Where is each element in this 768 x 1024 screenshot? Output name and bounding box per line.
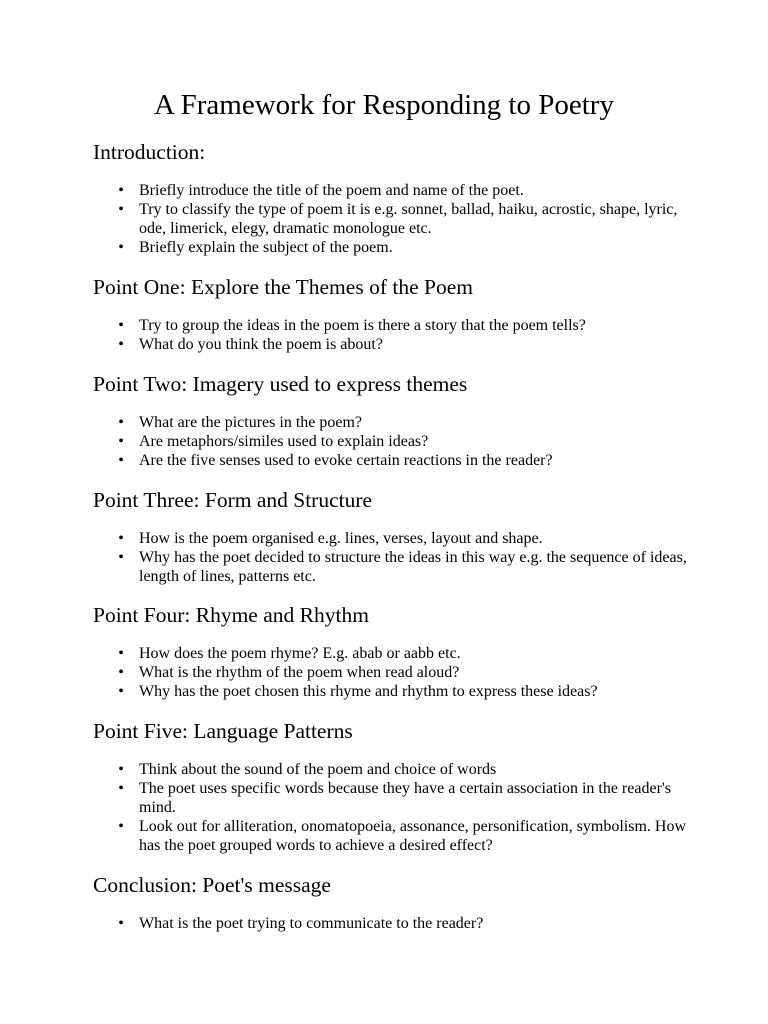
- bullet-list: [93, 644, 693, 701]
- list-item-text: Why has the poet chosen this rhyme and rhythm to express these ideas?: [139, 683, 598, 700]
- bullet-marker: •: [118, 683, 124, 700]
- list-item: [93, 181, 699, 200]
- list-item-text: What is the poet trying to communicate to the reader?: [139, 915, 484, 932]
- list-item-text: Are metaphors/similes used to explain ideas?: [139, 433, 429, 450]
- list-item: [93, 451, 699, 470]
- bullet-marker: •: [118, 761, 124, 778]
- bullet-marker: •: [118, 664, 124, 681]
- section-heading: Introduction:: [93, 140, 206, 164]
- bullet-marker: •: [118, 433, 124, 450]
- list-item-text: Try to group the ideas in the poem is there a story that the poem tells?: [139, 317, 586, 334]
- bullet-marker: •: [118, 317, 124, 334]
- section-heading: Point Four: Rhyme and Rhythm: [93, 603, 369, 627]
- bullet-marker: •: [118, 336, 124, 353]
- list-item-text: Look out for alliteration, onomatopoeia, assonance, personification, symbolism. How has the poet grouped words to achieve a desired effect?: [139, 818, 686, 854]
- section-heading: Point One: Explore the Themes of the Poem: [93, 275, 473, 299]
- bullet-marker: •: [118, 452, 124, 469]
- section-heading: Point Five: Language Patterns: [93, 719, 353, 743]
- section-introduction: [93, 137, 693, 257]
- bullet-marker: •: [118, 239, 124, 256]
- bullet-marker: •: [118, 414, 124, 431]
- list-item-text: Why has the poet decided to structure the ideas in this way e.g. the sequence of ideas, length of lines, patterns etc.: [139, 549, 687, 585]
- section-heading: Point Three: Form and Structure: [93, 488, 373, 512]
- bullet-marker: •: [118, 201, 124, 218]
- bullet-list: [93, 914, 693, 933]
- bullet-list: [93, 413, 693, 470]
- section-point-three: [93, 485, 693, 586]
- bullet-marker: •: [118, 530, 124, 547]
- list-item: [93, 663, 699, 682]
- list-item: [93, 548, 699, 586]
- section-heading: Conclusion: Poet's message: [93, 873, 331, 897]
- bullet-list: [93, 181, 693, 257]
- section-heading: Point Two: Imagery used to express themes: [93, 372, 468, 396]
- bullet-marker: •: [118, 915, 124, 932]
- list-item-text: Try to classify the type of poem it is e.g. sonnet, ballad, haiku, acrostic, shape, lyric, ode, limerick, elegy, dramatic monologue etc.: [139, 201, 678, 237]
- section-point-four: [93, 600, 693, 701]
- list-item-text: Briefly explain the subject of the poem.: [139, 239, 393, 256]
- list-item: [93, 432, 699, 451]
- list-item-text: The poet uses specific words because they have a certain association in the reader's mind.: [139, 780, 671, 816]
- bullet-marker: •: [118, 818, 124, 835]
- list-item: [93, 682, 699, 701]
- list-item: [93, 817, 699, 855]
- list-item: [93, 335, 699, 354]
- list-item: [93, 238, 699, 257]
- list-item: [93, 316, 699, 335]
- section-point-five: [93, 716, 693, 855]
- list-item-text: What do you think the poem is about?: [139, 336, 383, 353]
- list-item: [93, 200, 699, 238]
- bullet-marker: •: [118, 549, 124, 566]
- list-item: [93, 779, 699, 817]
- bullet-list: [93, 316, 693, 354]
- bullet-list: [93, 760, 693, 855]
- bullet-list: [93, 529, 693, 586]
- document-title: A Framework for Responding to Poetry: [154, 89, 614, 121]
- list-item-text: What is the rhythm of the poem when read aloud?: [139, 664, 460, 681]
- list-item-text: Are the five senses used to evoke certain reactions in the reader?: [139, 452, 553, 469]
- list-item-text: How is the poem organised e.g. lines, verses, layout and shape.: [139, 530, 543, 547]
- bullet-marker: •: [118, 645, 124, 662]
- list-item-text: Briefly introduce the title of the poem and name of the poet.: [139, 182, 524, 199]
- section-point-one: [93, 272, 693, 354]
- section-point-two: [93, 369, 693, 470]
- list-item: [93, 413, 699, 432]
- section-conclusion: [93, 870, 693, 933]
- list-item-text: How does the poem rhyme? E.g. abab or aabb etc.: [139, 645, 461, 662]
- list-item-text: Think about the sound of the poem and choice of words: [139, 761, 497, 778]
- list-item: [93, 529, 699, 548]
- list-item: [93, 644, 699, 663]
- list-item: [93, 914, 699, 933]
- bullet-marker: •: [118, 182, 124, 199]
- list-item-text: What are the pictures in the poem?: [139, 414, 363, 431]
- list-item: [93, 760, 699, 779]
- bullet-marker: •: [118, 780, 124, 797]
